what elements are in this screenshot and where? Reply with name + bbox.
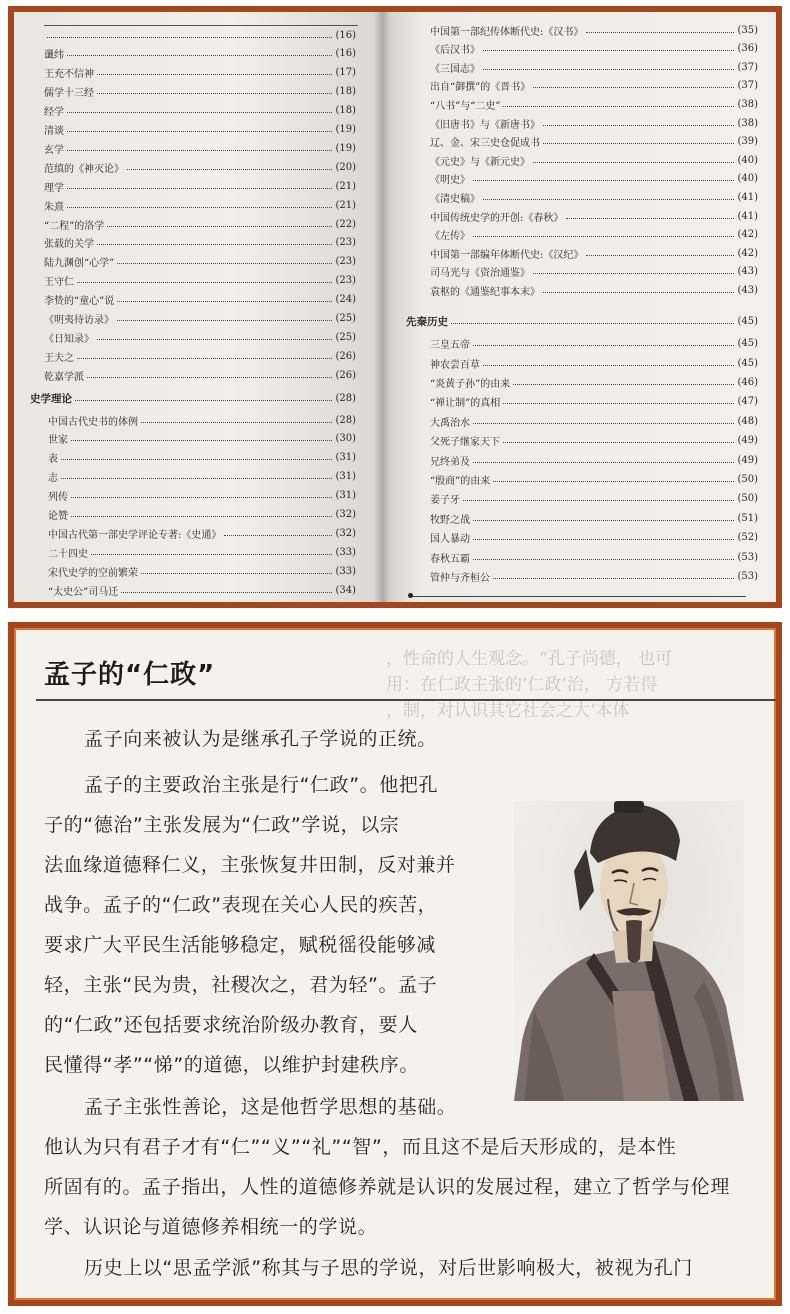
leader-dots (503, 442, 734, 443)
leader-dots (117, 301, 332, 302)
leader-dots (493, 578, 734, 579)
toc-entry (430, 207, 758, 225)
toc-entry-label: 《三国志》 (430, 63, 480, 75)
leader-dots (127, 169, 332, 170)
leader-dots (483, 50, 734, 51)
toc-section-heading (406, 312, 758, 330)
leader-dots (533, 87, 734, 88)
toc-entry (48, 468, 356, 486)
toc-entry (48, 449, 356, 467)
toc-entry-label: “禅让制”的真相 (430, 398, 501, 410)
leader-dots (97, 244, 332, 245)
toc-entry-page: (42) (737, 247, 758, 259)
toc-entry (430, 151, 758, 169)
toc-spread-frame (8, 6, 782, 608)
toc-entry-label: “八书”与“二史” (430, 100, 501, 112)
toc-entry-label: 牧野之战 (430, 514, 470, 526)
toc-entry (44, 26, 356, 44)
toc-entry-label: 春秋五霸 (430, 553, 470, 565)
leader-dots (67, 131, 332, 132)
toc-entry-page: (41) (737, 191, 758, 203)
toc-entry-page: (28) (335, 414, 356, 426)
leader-dots (451, 323, 734, 324)
leader-dots (91, 554, 332, 555)
toc-entry (44, 272, 356, 290)
toc-entry (430, 412, 758, 430)
toc-entry (48, 411, 356, 429)
toc-entry-label: 姜子牙 (430, 495, 460, 507)
toc-entry (44, 234, 356, 252)
leader-dots (71, 497, 332, 498)
toc-entry-label: 清谈 (44, 126, 64, 137)
toc-entry-label: 表 (48, 454, 58, 466)
toc-entry-label: 理学 (44, 182, 64, 194)
leader-dots (533, 273, 734, 274)
leader-dots (97, 74, 332, 75)
toc-entry-label: 先秦历史 (406, 315, 448, 328)
toc-entry-label: “太史公”司马迁 (48, 586, 119, 598)
toc-entry-page: (37) (737, 61, 758, 73)
toc-entry (430, 58, 758, 76)
leader-dots (141, 422, 332, 423)
leader-dots (483, 365, 734, 366)
leader-dots (71, 440, 332, 441)
toc-entry-page: (36) (737, 43, 758, 55)
toc-entry-label: 张载的关学 (44, 239, 94, 251)
toc-entry-page: (23) (335, 237, 356, 249)
toc-entry-page: (53) (737, 570, 758, 582)
toc-entry (430, 548, 758, 566)
toc-entry-page: (31) (335, 452, 356, 464)
toc-entry-page: (20) (335, 161, 356, 173)
toc-entry-page: (35) (737, 24, 758, 36)
toc-entry-page: (32) (335, 509, 356, 520)
toc-entry (430, 335, 758, 353)
leader-dots (97, 93, 332, 94)
article-text-line: 战争。孟子的“仁政”表现在关心人民的疾苦， (44, 894, 438, 916)
toc-entry-page: (39) (737, 136, 758, 148)
toc-entry-label: 儒学十三经 (44, 88, 94, 100)
toc-entry (430, 95, 758, 113)
toc-entry-label: 范缜的《神灭论》 (44, 163, 124, 175)
leader-dots (513, 384, 734, 385)
toc-entry (430, 529, 758, 547)
toc-entry-page: (31) (335, 471, 356, 483)
leader-dots (503, 403, 734, 404)
leader-dots (61, 459, 332, 460)
toc-entry-label: 中国第一部编年体断代史:《汉纪》 (430, 249, 584, 261)
toc-entry-page: (49) (737, 435, 758, 447)
toc-entry (430, 114, 758, 132)
toc-entry (44, 177, 356, 195)
leader-dots (61, 478, 332, 479)
toc-entry-page: (30) (335, 433, 356, 445)
toc-entry-label: 列传 (48, 492, 68, 504)
toc-entry (430, 470, 758, 488)
toc-entry-page: (21) (335, 180, 356, 192)
toc-entry (430, 21, 758, 39)
toc-entry-page: (51) (737, 512, 758, 524)
toc-entry-page: (23) (335, 275, 356, 287)
toc-entry-label: 谶纬 (44, 50, 64, 62)
toc-entry-page: (16) (335, 48, 356, 60)
leader-dots (543, 292, 734, 293)
toc-entry-page: (47) (737, 396, 758, 408)
leader-dots (543, 143, 734, 144)
toc-entry (430, 226, 758, 244)
leader-dots (493, 481, 734, 482)
article-text-line: 历史上以“思孟学派”称其与子思的学说，对后世影响极大，被视为孔门 (84, 1257, 693, 1279)
toc-entry-label: 《元史》与《新元史》 (430, 156, 530, 168)
toc-entry-label: 《旧唐书》与《新唐书》 (430, 119, 540, 131)
toc-entry-page: (43) (737, 284, 758, 296)
leader-dots (77, 282, 332, 283)
toc-entry-page: (34) (335, 584, 356, 596)
toc-entry-label: 王夫之 (44, 352, 74, 364)
toc-entry-label: 国人暴动 (430, 534, 470, 546)
toc-entry-label: 出自“御撰”的《晋书》 (430, 82, 531, 94)
toc-entry (44, 102, 356, 120)
toc-entry (48, 543, 356, 561)
toc-entry-label: 宋代史学的空前繁荣 (48, 567, 138, 579)
bleed-through-line: ，制，对认识其它社会之大‘本体 (386, 701, 630, 721)
toc-entry (44, 366, 356, 384)
toc-entry (430, 373, 758, 391)
toc-entry (430, 509, 758, 527)
toc-entry-label: 三皇五帝 (430, 340, 470, 352)
leader-dots (67, 150, 332, 151)
toc-entry (430, 77, 758, 95)
leader-dots (586, 255, 734, 256)
leader-dots (533, 162, 734, 163)
toc-entry (430, 432, 758, 450)
toc-entry-label: “殷商”的由来 (430, 475, 491, 487)
toc-entry-label: 论赞 (48, 511, 68, 522)
toc-entry (48, 524, 356, 542)
leader-dots (67, 112, 332, 113)
toc-entry-label: 辽、金、宋三史仓促成书 (430, 138, 540, 150)
toc-entry (430, 451, 758, 469)
article-text-line: 所固有的。孟子指出，人性的道德修养就是认识的发展过程，建立了哲学与伦理 (44, 1176, 731, 1198)
toc-entry-label: 玄学 (44, 144, 64, 156)
leader-dots (473, 180, 734, 181)
toc-entry-page: (38) (737, 117, 758, 129)
article-text-line: 的“仁政”还包括要求统治阶级办教育，要人 (44, 1014, 418, 1036)
toc-entry-page: (38) (737, 98, 758, 110)
toc-entry-label: 中国古代史书的体例 (48, 416, 138, 428)
toc-entry-page: (40) (737, 154, 758, 166)
toc-entry-label: 《明史》 (430, 175, 470, 187)
toc-entry-page: (50) (737, 493, 758, 505)
toc-entry-page: (52) (737, 532, 758, 544)
toc-entry-page: (48) (737, 415, 758, 427)
toc-entry (430, 490, 758, 508)
toc-entry-label: 陆九渊创“心学” (44, 258, 115, 270)
toc-entry-label: 王守仁 (44, 277, 74, 289)
article-text-line: 他认为只有君子才有“仁”“义”“礼”“智”，而且这不是后天形成的，是本性 (44, 1136, 677, 1158)
toc-entry (430, 281, 758, 299)
toc-entry-page: (18) (335, 105, 356, 117)
toc-entry (44, 139, 356, 157)
toc-entry-label: 乾嘉学派 (44, 371, 84, 383)
leader-dots (67, 55, 332, 56)
leader-dots (483, 199, 734, 200)
toc-entry (44, 64, 356, 82)
toc-entry-page: (19) (335, 124, 356, 135)
toc-entry (44, 121, 356, 139)
article-text-line: 孟子向来被认为是继承孔子学说的正统。 (84, 728, 437, 750)
toc-entry (430, 567, 758, 585)
leader-dots (224, 535, 332, 536)
toc-entry-page: (33) (335, 565, 356, 577)
article-page-frame (8, 622, 782, 1306)
page-marker-dot (408, 593, 413, 598)
toc-entry (44, 215, 356, 233)
toc-entry-page: (40) (737, 173, 758, 185)
title-underline (36, 699, 776, 701)
toc-entry-page: (24) (335, 294, 356, 306)
leader-dots (473, 462, 734, 463)
toc-entry-label: 《日知录》 (44, 333, 94, 345)
toc-entry-label: 神农尝百草 (430, 359, 480, 371)
toc-entry-label: 中国第一部纪传体断代史:《汉书》 (430, 26, 584, 38)
leader-dots (117, 263, 332, 264)
toc-entry-page: (23) (335, 256, 356, 268)
toc-entry (48, 562, 356, 580)
leader-dots (473, 423, 734, 424)
toc-entry (430, 354, 758, 372)
leader-dots (97, 339, 332, 340)
toc-entry-page: (25) (335, 331, 356, 343)
article-text-line: 轻，主张“民为贵，社稷次之，君为轻”。孟子 (44, 974, 438, 996)
toc-entry-page: (17) (335, 67, 356, 79)
article-text-line: 孟子主张性善论，这是他哲学思想的基础。 (84, 1096, 457, 1118)
article-text-line: 子的“德治”主张发展为“仁政”学说，以宗 (44, 814, 400, 836)
toc-entry (44, 158, 356, 176)
leader-dots (75, 400, 332, 401)
toc-entry-label: 中国古代第一部史学评论专著:《史通》 (48, 529, 222, 541)
toc-entry-label: “炎黄子孙”的由来 (430, 378, 511, 390)
toc-entry-label: 《明夷待访录》 (44, 315, 114, 326)
toc-entry (430, 393, 758, 411)
leader-dots (473, 539, 734, 540)
toc-entry-label: “二程”的洛学 (44, 220, 105, 232)
leader-dots (473, 559, 734, 560)
leader-dots (77, 358, 332, 359)
toc-entry-label: 经学 (44, 107, 64, 119)
toc-entry-page: (21) (335, 199, 356, 211)
toc-entry (430, 170, 758, 188)
toc-entry (44, 310, 356, 328)
toc-entry-label: 志 (48, 473, 58, 485)
article-text-line: 法血缘道德释仁义，主张恢复井田制，反对兼并 (44, 854, 456, 876)
article-title: 孟子的“仁政” (44, 660, 216, 690)
toc-entry-page: (18) (335, 86, 356, 98)
toc-entry-page: (16) (335, 29, 356, 41)
toc-entry-label: 朱熹 (44, 201, 64, 213)
leader-dots (586, 32, 734, 33)
toc-entry-page: (26) (335, 369, 356, 381)
toc-entry (44, 253, 356, 271)
toc-entry-label: 兄终弟及 (430, 456, 470, 468)
toc-entry-page: (42) (737, 229, 758, 241)
toc-entry-label: 李贽的“童心”说 (44, 296, 115, 308)
leader-dots (67, 188, 332, 189)
leader-dots (473, 345, 734, 346)
leader-dots (483, 69, 734, 70)
toc-entry-page: (26) (335, 350, 356, 362)
bleed-through-text (386, 644, 776, 764)
toc-entry (44, 83, 356, 101)
toc-entry-page: (28) (335, 392, 356, 404)
footer-rule (412, 596, 746, 597)
toc-entry (44, 347, 356, 365)
toc-entry-page: (25) (335, 313, 356, 324)
toc-entry-label: 袁枢的《通鉴纪事本末》 (430, 286, 540, 298)
leader-dots (71, 516, 332, 517)
toc-section-heading (30, 389, 356, 407)
toc-entry-page: (32) (335, 527, 356, 539)
toc-entry (44, 45, 356, 63)
toc-entry (48, 506, 356, 524)
leader-dots (67, 207, 332, 208)
toc-entry-label: 父死子继家天下 (430, 437, 500, 449)
toc-entry (44, 196, 356, 214)
leader-dots (141, 573, 332, 574)
toc-entry (430, 40, 758, 58)
toc-entry (430, 263, 758, 281)
toc-entry-page: (19) (335, 142, 356, 154)
toc-entry-page: (50) (737, 473, 758, 485)
toc-entry-page: (31) (335, 490, 356, 502)
leader-dots (463, 500, 734, 501)
toc-entry-label: 《清史稿》 (430, 193, 480, 205)
bleed-through-line: ，性命的人生观念。“孔子尚德， 也可 (386, 649, 673, 669)
toc-entry-label: 管仲与齐桓公 (430, 572, 490, 584)
toc-entry-page: (45) (737, 315, 758, 327)
article-text-line: 民懂得“孝”“悌”的道德，以维护封建秩序。 (44, 1054, 419, 1076)
toc-entry (44, 291, 356, 309)
leader-dots (47, 37, 332, 38)
toc-entry-label: 王充不信神 (44, 69, 94, 81)
leader-dots (473, 520, 734, 521)
toc-entry-page: (41) (737, 210, 758, 222)
toc-entry (48, 581, 356, 599)
leader-dots (543, 125, 734, 126)
book-gutter-shadow (374, 12, 390, 602)
toc-entry (44, 328, 356, 346)
leader-dots (107, 226, 332, 227)
toc-entry-label: 大禹治水 (430, 417, 470, 429)
toc-entry (430, 188, 758, 206)
article-text-line: 学、认识论与道德修养相统一的学说。 (44, 1216, 378, 1238)
article-text-line: 要求广大平民生活能够稳定，赋税徭役能够减 (44, 934, 437, 956)
toc-entry (430, 133, 758, 151)
toc-entry-page: (45) (737, 357, 758, 369)
toc-entry-label: 世家 (48, 435, 68, 447)
article-text-line: 孟子的主要政治主张是行“仁政”。他把孔 (84, 774, 439, 796)
toc-entry (430, 244, 758, 262)
toc-entry (48, 487, 356, 505)
toc-entry-label: 二十四史 (48, 548, 88, 560)
leader-dots (87, 377, 332, 378)
toc-entry-label: 《后汉书》 (430, 45, 480, 57)
toc-entry (48, 430, 356, 448)
toc-entry-page: (33) (335, 546, 356, 558)
toc-entry-label: 《左传》 (430, 231, 470, 243)
leader-dots (473, 236, 734, 237)
leader-dots (121, 592, 332, 593)
toc-entry-page: (37) (737, 80, 758, 92)
toc-entry-label: 司马光与《资治通鉴》 (430, 268, 530, 280)
toc-entry-page: (46) (737, 376, 758, 388)
leader-dots (566, 218, 734, 219)
toc-entry-page: (22) (335, 218, 356, 230)
toc-entry-page: (53) (737, 551, 758, 563)
portrait-of-mencius (494, 791, 754, 1101)
leader-dots (117, 320, 332, 321)
toc-entry-label: 中国传统史学的开创:《春秋》 (430, 212, 564, 224)
toc-left-page (14, 12, 382, 602)
toc-entry-label: 史学理论 (30, 392, 72, 405)
toc-entry-page: (49) (737, 454, 758, 466)
toc-entry-page: (43) (737, 266, 758, 278)
bleed-through-line: 用：在仁政主张的‘仁政’治， 方若得 (386, 675, 658, 695)
toc-right-page (382, 12, 776, 602)
toc-entry-page: (45) (737, 338, 758, 350)
leader-dots (503, 106, 734, 107)
